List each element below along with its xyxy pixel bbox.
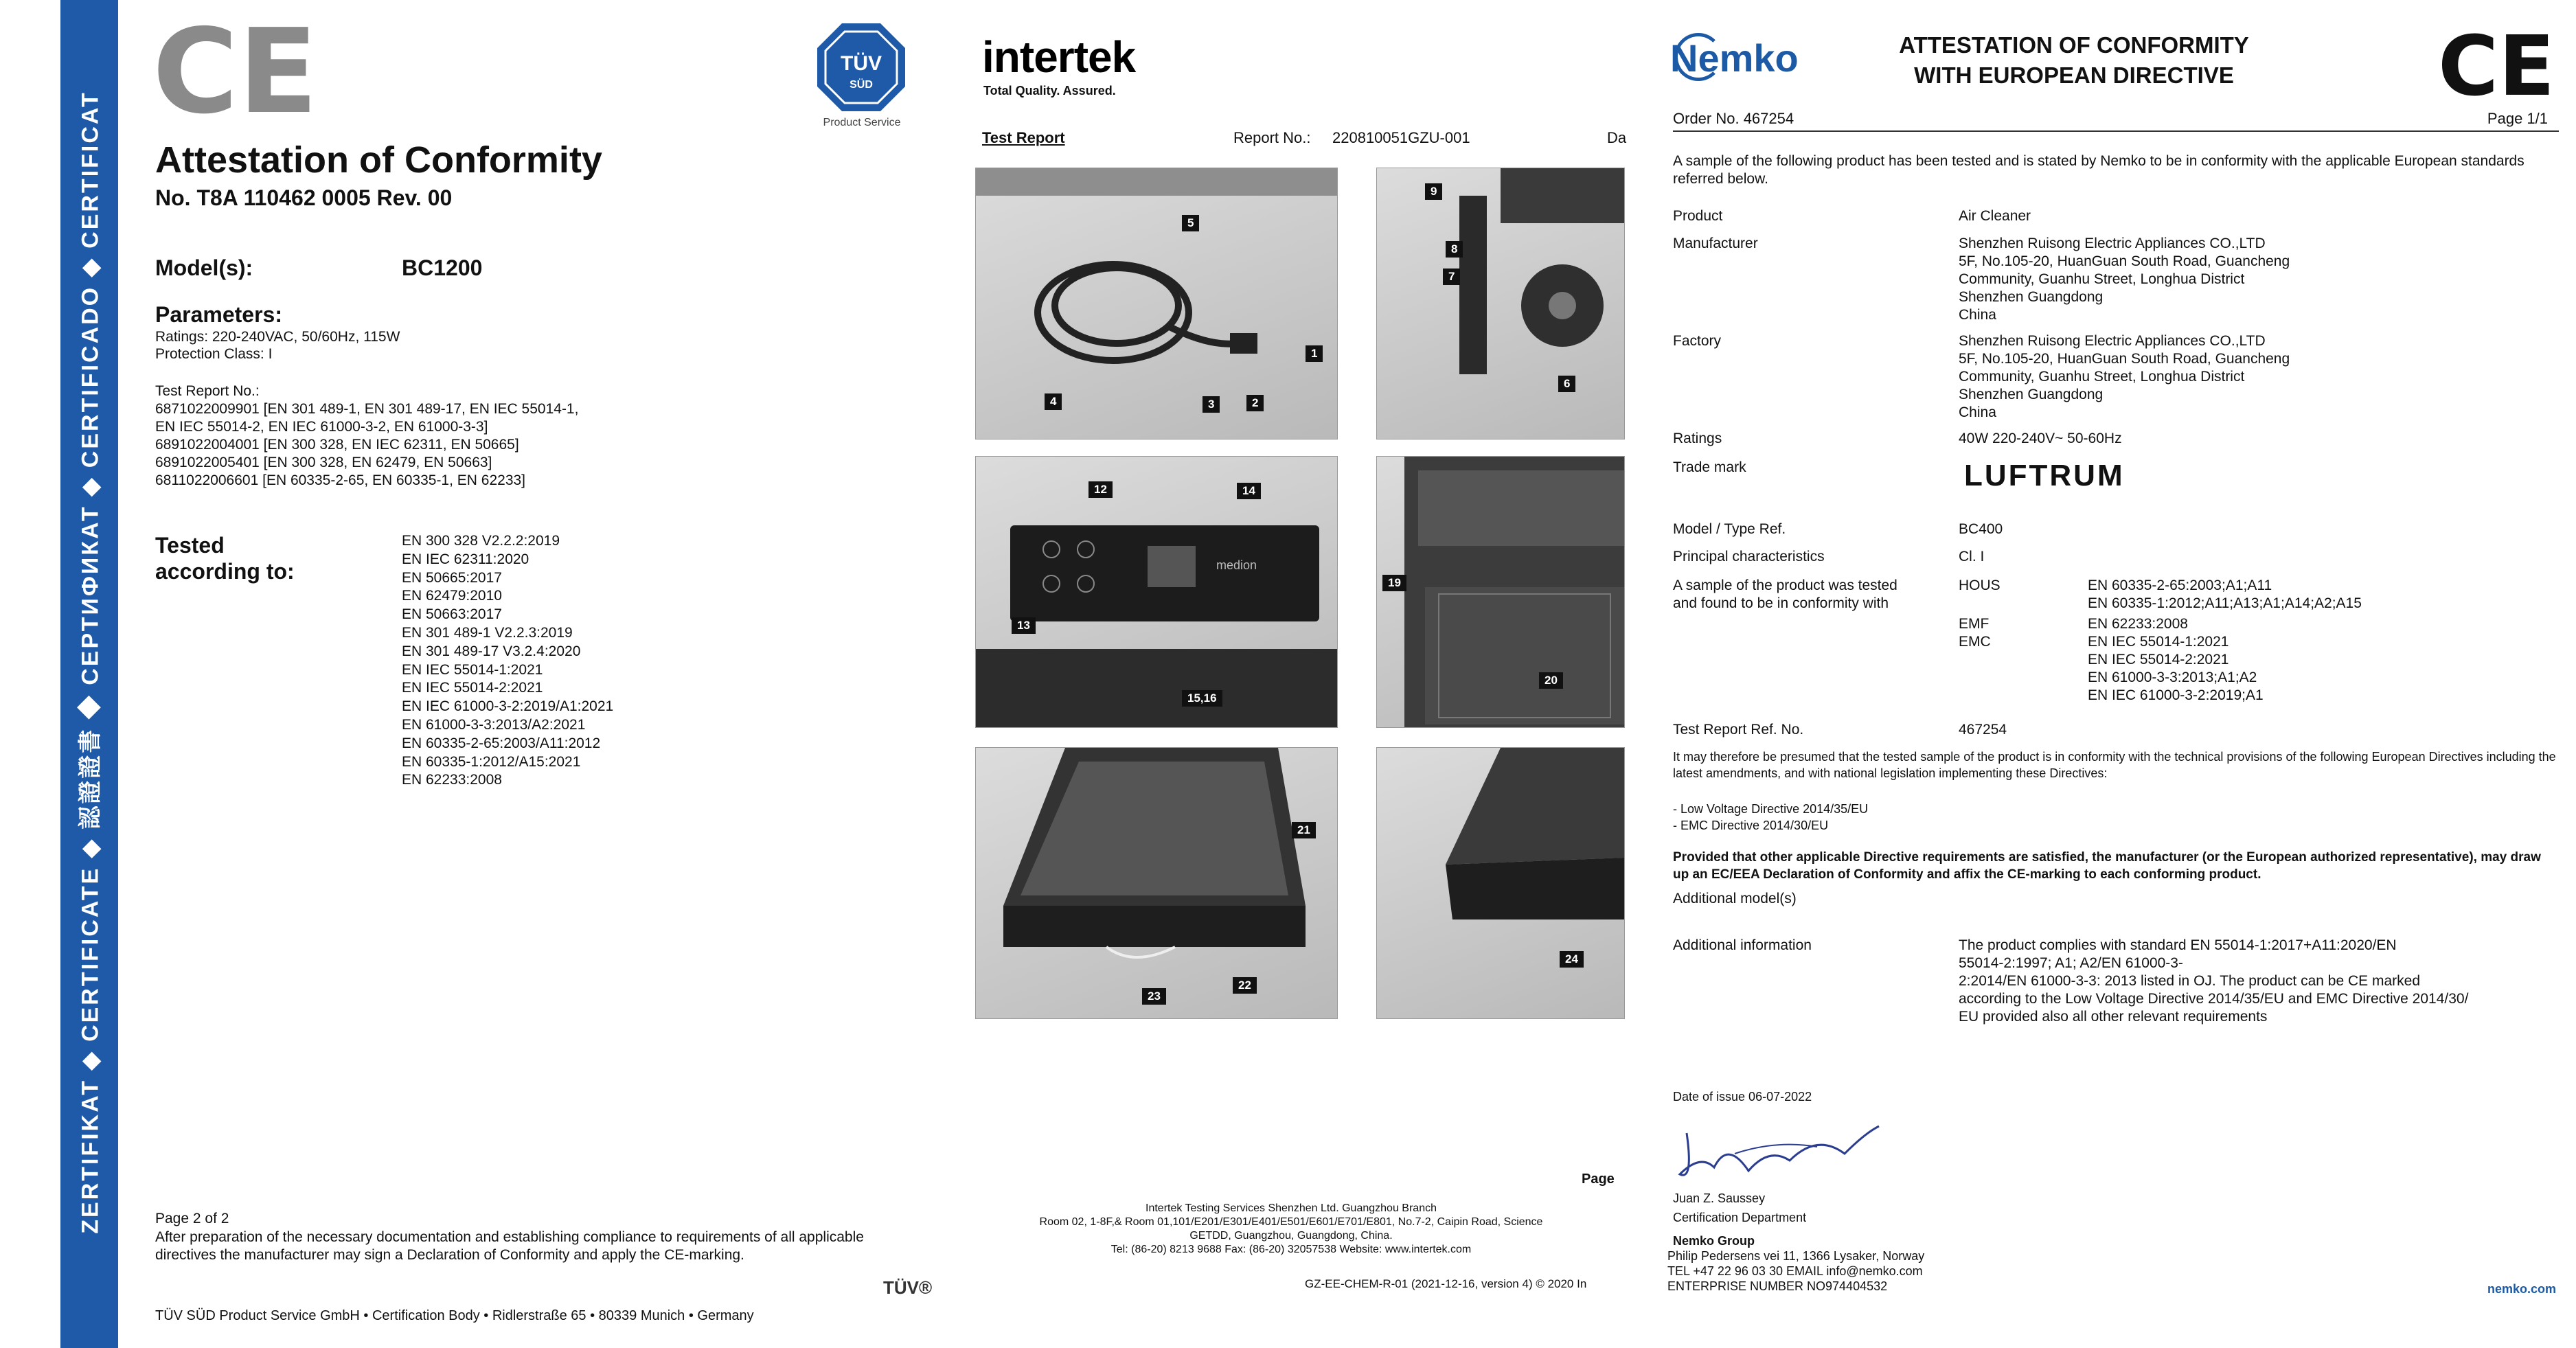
- product-label: Product: [1673, 208, 1723, 224]
- conformity-label: [1673, 577, 1897, 613]
- product-photo-housing: [1376, 456, 1625, 728]
- address-line: Shenzhen Ruisong Electric Appliances CO.,LTD: [1959, 236, 2266, 251]
- caster-illustration: [1377, 168, 1624, 439]
- test-report-line: 6811022006601 [EN 60335-2-65, EN 60335-1, EN 62233]: [155, 472, 526, 488]
- panel-brand-label: medion: [1216, 558, 1257, 572]
- address-line: Community, Guanhu Street, Longhua District: [1959, 369, 2245, 385]
- page-label: Page: [1582, 1172, 1615, 1187]
- product-photo-casters: [1376, 168, 1625, 439]
- photo-tag: 1: [1306, 345, 1323, 362]
- product-photo-control-panel: [975, 456, 1338, 728]
- certificate-side-band: [60, 0, 118, 1348]
- info-line: The product complies with standard EN 55014-1:2017+A11:2020/EN: [1959, 937, 2397, 953]
- signature-image: [1673, 1106, 1886, 1198]
- info-line: EU provided also all other relevant requirements: [1959, 1009, 2268, 1025]
- intertek-footer-line: Tel: (86-20) 8213 9688 Fax: (86-20) 32057538 Website: www.intertek.com: [1110, 1244, 1472, 1255]
- tuv-logo: [814, 21, 908, 114]
- emf-standard: EN 62233:2008: [2088, 616, 2188, 632]
- standard-item: EN 60335-1:2012;A11;A13;A1;A14;A2;A15: [2088, 595, 2362, 611]
- directive-item: - EMC Directive 2014/30/EU: [1673, 819, 1829, 832]
- power-cord-illustration: [976, 168, 1337, 439]
- test-report-ref-value: 467254: [1959, 722, 2007, 738]
- product-photo-filter-angle: [1376, 747, 1625, 1019]
- ratings-value: 40W 220-240V~ 50-60Hz: [1959, 431, 2122, 446]
- presumption-text: It may therefore be presumed that the tested sample of the product is in conformity with the technical provisions of the following European Directives including the latest amendments, and with national legislation implementing these Directives:: [1673, 750, 2556, 780]
- group-address: [1667, 1248, 1924, 1294]
- conformity-label-line: and found to be in conformity with: [1673, 595, 1889, 611]
- photo-tag: 24: [1560, 951, 1584, 968]
- standard-item: EN 61000-3-3:2013;A1;A2: [2088, 670, 2257, 685]
- test-report-list: [155, 400, 578, 490]
- intertek-footer-line: Intertek Testing Services Shenzhen Ltd. Guangzhou Branch: [1145, 1202, 1437, 1214]
- standard-item: EN 61000-3-3:2013/A2:2021: [402, 716, 586, 733]
- photo-tag: 8: [1446, 241, 1463, 258]
- provided-text: Provided that other applicable Directive requirements are satisfied, the manufacturer (or the European authorized representative), may draw up an EC/EEA Declaration of Conformity and affix the CE-marking to each conforming product.: [1673, 850, 2541, 882]
- address-line: Philip Pedersens vei 11, 1366 Lysaker, Norway: [1667, 1249, 1925, 1263]
- standard-item: EN IEC 55014-2:2021: [2088, 652, 2229, 667]
- address-line: Shenzhen Guangdong: [1959, 387, 2104, 402]
- principal-label: Principal characteristics: [1673, 549, 1825, 564]
- signatory-name: Juan Z. Saussey: [1673, 1191, 1766, 1205]
- standard-item: EN IEC 62311:2020: [402, 551, 529, 567]
- heading-line: WITH EUROPEAN DIRECTIVE: [1914, 62, 2234, 88]
- test-report-line: 6871022009901 [EN 301 489-1, EN 301 489-17, EN IEC 55014-1,: [155, 401, 579, 417]
- tuv-brand-mark: TÜV®: [883, 1277, 933, 1298]
- housing-illustration: [1377, 457, 1624, 727]
- tuv-logo-text: TÜV: [841, 52, 882, 75]
- ce-mark: CE: [152, 4, 318, 140]
- address-line: 5F, No.105-20, HuanGuan South Road, Guancheng: [1959, 351, 2290, 367]
- address-line: China: [1959, 307, 1996, 323]
- trademark-label: Trade mark: [1673, 459, 1746, 475]
- ce-mark: CE: [2438, 19, 2555, 115]
- tuv-logo-subtext: SÜD: [850, 79, 873, 91]
- address-line: Shenzhen Guangdong: [1959, 289, 2104, 305]
- intertek-report: [961, 0, 1627, 1348]
- address-line: 5F, No.105-20, HuanGuan South Road, Guancheng: [1959, 253, 2290, 269]
- photo-tag: 13: [1012, 617, 1036, 634]
- photo-tag: 14: [1237, 483, 1261, 499]
- factory-label: Factory: [1673, 333, 1722, 349]
- photo-tag: 21: [1292, 822, 1316, 838]
- footer-note: After preparation of the necessary documentation and establishing compliance to requirements of all applicable directives the manufacturer may sign a Declaration of Conformity and apply the CE-marking.: [155, 1229, 864, 1263]
- certificate-number: No. T8A 110462 0005 Rev. 00: [155, 185, 453, 210]
- report-number-value: 220810051GZU-001: [1332, 129, 1470, 146]
- photo-tag: 7: [1443, 269, 1460, 285]
- address-line: China: [1959, 404, 1996, 420]
- heading-line: ATTESTATION OF CONFORMITY: [1899, 32, 2249, 58]
- nemko-attestation: [1621, 0, 2576, 1348]
- test-report-line: 6891022005401 [EN 300 328, EN 62479, EN 50663]: [155, 455, 492, 470]
- photo-tag: 15,16: [1182, 690, 1222, 707]
- standard-item: EN IEC 55014-2:2021: [402, 680, 543, 696]
- info-line: 2:2014/EN 61000-3-3: 2013 listed in OJ. The product can be CE marked: [1959, 973, 2421, 989]
- filter-illustration: [976, 748, 1337, 1018]
- control-panel-illustration: [976, 457, 1337, 727]
- header-divider: [1673, 130, 2559, 132]
- photo-tag: 23: [1142, 988, 1166, 1005]
- additional-models-label: Additional model(s): [1673, 891, 1797, 906]
- filter-angle-illustration: [1377, 748, 1624, 1018]
- date-of-issue: Date of issue 06-07-2022: [1673, 1090, 1812, 1104]
- address-line: Shenzhen Ruisong Electric Appliances CO.,LTD: [1959, 333, 2266, 349]
- attestation-heading: [1882, 30, 2266, 91]
- info-line: 55014-2:1997; A1; A2/EN 61000-3-: [1959, 955, 2183, 971]
- emf-label: EMF: [1959, 616, 1990, 632]
- document-code: GZ-EE-CHEM-R-01 (2021-12-16, version 4) © 2020 In: [1305, 1277, 1587, 1290]
- page-number: Page 2 of 2: [155, 1211, 229, 1226]
- intertek-logo: intertek: [982, 32, 1136, 82]
- product-photo-cord: [975, 168, 1338, 439]
- certificate-title: Attestation of Conformity: [155, 139, 602, 181]
- ratings-text: Ratings: 220-240VAC, 50/60Hz, 115W: [155, 329, 400, 345]
- manufacturer-label: Manufacturer: [1673, 236, 1758, 251]
- photo-tag: 22: [1233, 977, 1257, 994]
- standard-item: EN 300 328 V2.2.2:2019: [402, 533, 560, 549]
- page-number: Page 1/1: [2487, 110, 2548, 127]
- photo-tag: 9: [1425, 183, 1442, 200]
- address-line: ENTERPRISE NUMBER NO974404532: [1667, 1279, 1888, 1293]
- photo-tag: 3: [1202, 396, 1220, 413]
- standard-item: EN IEC 61000-3-2:2019/A1:2021: [402, 698, 614, 715]
- side-band-text: ZERTIFIKAT ◆ CERTIFICATE ◆ 認證證書 ◆ СЕРТИФИКАТ ◆ CERTIFICADO ◆ CERTIFICAT: [77, 91, 104, 1234]
- emc-label: EMC: [1959, 634, 1991, 650]
- tuv-certificate: [0, 0, 961, 1348]
- standard-item: EN 301 489-1 V2.2.3:2019: [402, 624, 573, 641]
- standard-item: EN IEC 55014-1:2021: [2088, 634, 2229, 650]
- trademark-logo: LUFTRUM: [1964, 459, 2125, 492]
- product-value: Air Cleaner: [1959, 208, 2031, 224]
- test-report-label: Test Report No.:: [155, 383, 260, 399]
- intertek-tagline: Total Quality. Assured.: [983, 84, 1116, 98]
- logo-caption: Product Service: [823, 117, 901, 128]
- photo-tag: 2: [1246, 395, 1264, 411]
- date-label-cut: Da: [1607, 129, 1627, 146]
- directive-item: - Low Voltage Directive 2014/35/EU: [1673, 802, 1869, 816]
- model-label: Model / Type Ref.: [1673, 521, 1786, 537]
- standard-item: EN 60335-1:2012/A15:2021: [402, 753, 581, 770]
- order-number: Order No. 467254: [1673, 110, 1794, 127]
- nemko-website-link[interactable]: nemko.com: [2487, 1282, 2556, 1296]
- hous-label: HOUS: [1959, 578, 2001, 593]
- model-label: Model(s):: [155, 255, 253, 280]
- standards-list: [402, 532, 613, 790]
- standard-item: EN 60335-2-65:2003;A1;A11: [2088, 578, 2272, 593]
- group-name: Nemko Group: [1673, 1234, 1755, 1248]
- test-report-heading: Test Report: [982, 129, 1065, 146]
- tested-label-line: according to:: [155, 559, 295, 584]
- standard-item: EN 62479:2010: [402, 588, 502, 604]
- tested-according-label: [155, 532, 361, 584]
- photo-tag: 5: [1182, 215, 1199, 231]
- nemko-logo: Nemko: [1670, 36, 1799, 80]
- standard-item: EN IEC 55014-1:2021: [402, 661, 543, 678]
- standard-item: EN IEC 61000-3-2:2019;A1: [2088, 687, 2264, 703]
- intertek-footer-line: Room 02, 1-8F,& Room 01,101/E201/E301/E401/E501/E601/E701/E801, No.7-2, Caipin Road, Science: [1039, 1216, 1543, 1228]
- emc-standards: [2088, 633, 2264, 705]
- test-report-line: EN IEC 55014-2, EN IEC 61000-3-2, EN 61000-3-3]: [155, 419, 488, 435]
- photo-tag: 4: [1045, 393, 1062, 410]
- manufacturer-value: [1959, 235, 2290, 324]
- model-value: BC400: [1959, 521, 2003, 537]
- test-report-ref-label: Test Report Ref. No.: [1673, 722, 1804, 738]
- standard-item: EN 50665:2017: [402, 569, 502, 586]
- hous-standards: [2088, 577, 2362, 613]
- intro-text: A sample of the following product has been tested and is stated by Nemko to be in conformity with the applicable European standards referred below.: [1673, 153, 2524, 187]
- additional-info-label: Additional information: [1673, 937, 1812, 953]
- standard-item: EN 62233:2008: [402, 772, 502, 788]
- info-line: according to the Low Voltage Directive 2014/35/EU and EMC Directive 2014/30/: [1959, 991, 2469, 1007]
- photo-tag: 6: [1558, 376, 1575, 392]
- parameters-label: Parameters:: [155, 302, 282, 327]
- principal-value: Cl. I: [1959, 549, 1985, 564]
- test-report-line: 6891022004001 [EN 300 328, EN IEC 62311, EN 50665]: [155, 437, 519, 453]
- report-number-label: Report No.:: [1233, 129, 1311, 146]
- ratings-label: Ratings: [1673, 431, 1722, 446]
- signature-stroke: [1673, 1106, 1886, 1195]
- address-line: TEL +47 22 96 03 30 EMAIL info@nemko.com: [1667, 1264, 1923, 1278]
- model-value: BC1200: [402, 255, 483, 280]
- signatory-department: Certification Department: [1673, 1211, 1807, 1224]
- protection-class: Protection Class: I: [155, 346, 273, 362]
- address-line: Community, Guanhu Street, Longhua District: [1959, 271, 2245, 287]
- standard-item: EN 301 489-17 V3.2.4:2020: [402, 643, 581, 659]
- tested-label-line: Tested: [155, 533, 225, 558]
- standard-item: EN 60335-2-65:2003/A11:2012: [402, 735, 601, 751]
- directive-list: [1673, 801, 1868, 834]
- conformity-label-line: A sample of the product was tested: [1673, 578, 1897, 593]
- photo-tag: 12: [1088, 481, 1113, 498]
- standard-item: EN 50663:2017: [402, 606, 502, 623]
- photo-tag: 19: [1382, 575, 1406, 591]
- product-photo-filter: [975, 747, 1338, 1019]
- additional-info-value: [1959, 937, 2549, 1026]
- issuer-address: TÜV SÜD Product Service GmbH • Certification Body • Ridlerstraße 65 • 80339 Munich • Germany: [155, 1308, 754, 1323]
- factory-value: [1959, 332, 2290, 422]
- photo-tag: 20: [1539, 672, 1563, 689]
- intertek-footer-line: GETDD, Guangzhou, Guangdong, China.: [1189, 1230, 1393, 1242]
